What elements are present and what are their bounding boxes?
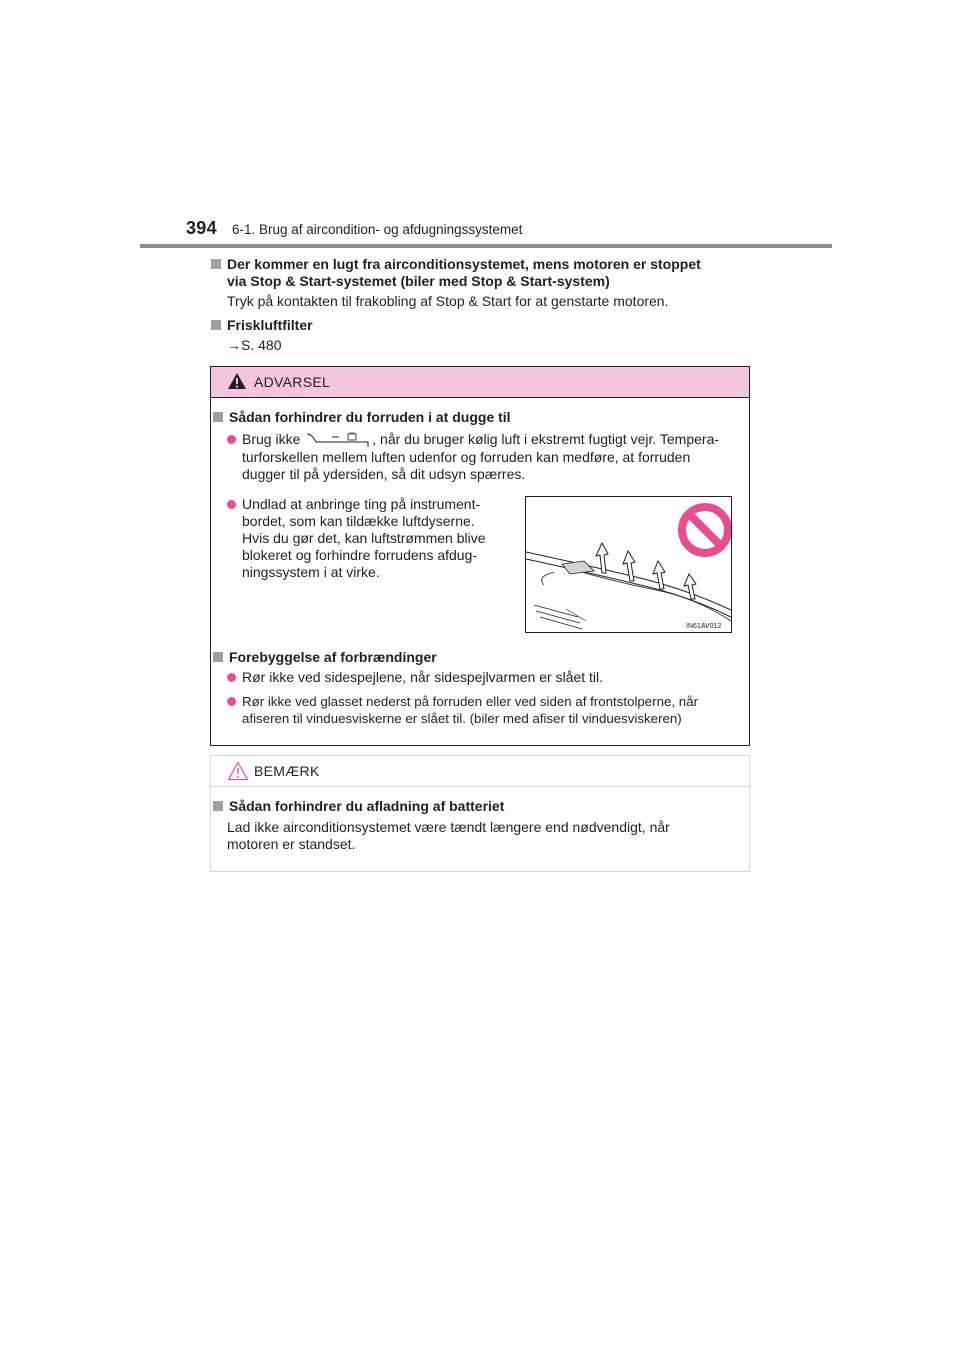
note-text-line1: Lad ikke airconditionsystemet være tændt længere end nødvendigt, når [227, 819, 670, 835]
illustration-code: IN61AV012 [686, 623, 722, 630]
note-header [211, 756, 749, 787]
square-bullet-icon [213, 801, 223, 811]
square-bullet-icon [211, 320, 221, 330]
note-text-line2: motoren er standset. [227, 836, 356, 852]
filter-page-ref: →S. 480 [227, 337, 282, 353]
warning-bullet3: Rør ikke ved sidespejlene, når sidespejlvarmen er slået til. [227, 669, 603, 686]
pink-bullet-icon [227, 673, 236, 682]
stopstart-heading: Der kommer en lugt fra airconditionsystemet, mens motoren er stoppet [211, 256, 750, 273]
warning-header [211, 367, 749, 398]
pink-bullet-icon [227, 435, 236, 444]
pink-bullet-icon [227, 500, 236, 509]
defroster-button-icon [306, 430, 370, 448]
warning-section1-heading: Sådan forhindrer du forruden i at dugge til [213, 409, 511, 426]
warning-bullet1-line2: turforskellen mellem luften udenfor og forruden kan medføre, at forruden [242, 449, 691, 465]
chapter-title: 6-1. Brug af aircondition- og afdugningssystemet [232, 222, 523, 237]
dashboard-vents-drawing [526, 497, 731, 632]
stopstart-text: Tryk på kontakten til frakobling af Stop & Start for at genstarte motoren. [227, 293, 669, 309]
warning-bullet2-line2: bordet, som kan tildække luftdyserne. [242, 513, 475, 529]
warning-section2-heading: Forebyggelse af forbrændinger [213, 649, 437, 666]
dashboard-illustration [525, 496, 732, 633]
note-label: BEMÆRK [254, 763, 320, 779]
warning-bullet2-line4: blokeret og forhindre forrudens afdug- [242, 547, 478, 563]
pink-bullet-icon [227, 697, 236, 706]
caution-triangle-icon [227, 761, 249, 781]
square-bullet-icon [213, 412, 223, 422]
warning-bullet1: Brug ikke , når du bruger kølig luft i ekstremt fugtigt vejr. Tempera- [227, 430, 743, 448]
stopstart-heading-line2: via Stop & Start-systemet (biler med Stop & Start-system) [227, 273, 610, 289]
page-number: 394 [186, 218, 217, 238]
square-bullet-icon [211, 259, 221, 269]
filter-heading: Friskluftfilter [211, 317, 313, 334]
warning-label: ADVARSEL [254, 374, 331, 390]
note-heading: Sådan forhindrer du afladning af batteriet [213, 798, 504, 815]
warning-triangle-icon [227, 372, 247, 390]
square-bullet-icon [213, 652, 223, 662]
warning-bullet1-line3: dugger til på ydersiden, så dit udsyn spærres. [242, 466, 526, 482]
warning-bullet4-line2: afiseren til vinduesviskerne er slået til. (biler med afiser til vinduesviskeren) [242, 711, 682, 726]
warning-bullet4: Rør ikke ved glasset nederst på forruden eller ved siden af frontstolperne, når [227, 693, 698, 710]
warning-bullet2-line3: Hvis du gør det, kan luftstrømmen blive [242, 530, 486, 546]
header-rule [140, 244, 832, 248]
warning-bullet2-line5: ningssystem i at virke. [242, 564, 380, 580]
prohibited-icon [682, 507, 728, 553]
warning-bullet2: Undlad at anbringe ting på instrument- [227, 496, 515, 513]
